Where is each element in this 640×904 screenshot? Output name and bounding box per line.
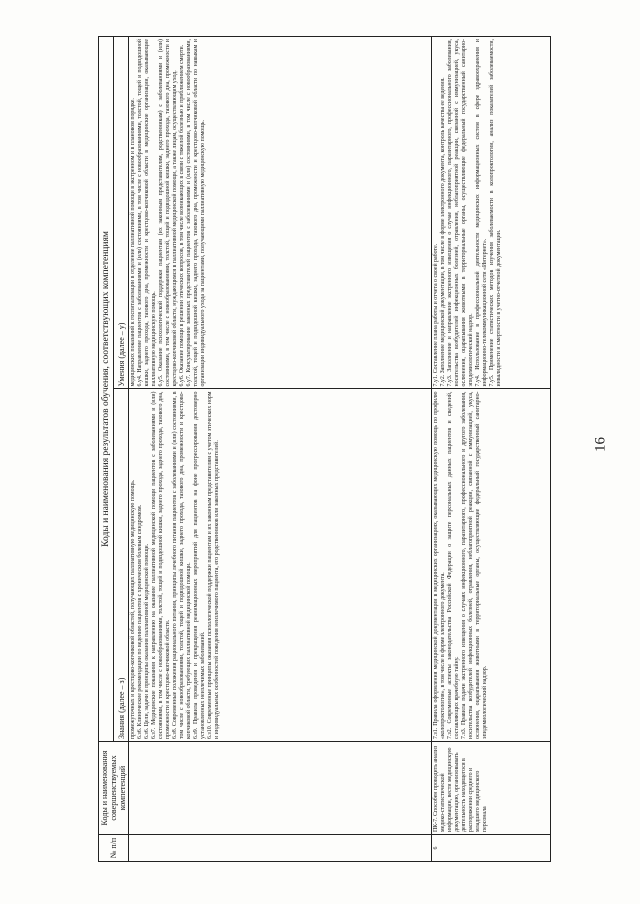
header-competency-code: Коды и наименования совершенствуемых компетенций	[99, 742, 129, 835]
knowledge-item: 6.з10. Современные принципы оказания психологической поддержки пациентам и их законным представителям с учетом этических норм и индивидуальных особенностей поведения неизлечимого пациента, его родственников или законных представителей.	[207, 391, 220, 739]
knowledge-item: 7.з2. Современные аспекты законодательства Российской Федерации о защите персональных данных пациентов и сведений, составляющих врачебную тайну.	[447, 391, 460, 739]
knowledge-item: промежуточных и крестцово-копчиковой областей, получающих паллиативную медицинскую помощь.	[130, 479, 136, 739]
rotated-content	[98, 36, 558, 862]
competency-code: ПК-7. Способен проводить анализ медико-статистической информации, вести медицинскую документацию, организовывать деятельность находящегося в распоряжении среднего и младшего медицинского персонала	[432, 742, 551, 835]
page-number: 16	[592, 437, 609, 452]
skill-item: 6.у6. Оказание помощи в решении этических вопросов, в том числе возникающих в связи с тяжелой болезнью и приближением смерти.	[179, 44, 185, 387]
knowledge-cell	[432, 389, 551, 742]
knowledge-item: 6.з8. Современные положения рационального питания, принципы лечебного питания пациентов с заболеваниями и (или) состояниями, в том числе с новообразованиями, толстой, тощей и подвздошной кишки, заднего прохода, тазового дна, промежности и крестцово-копчиковой области, требующих паллиативной медицинской помощи.	[172, 391, 192, 739]
knowledge-item: 6.з9. Правила проведения и прекращения реанимационных мероприятий для пациентов на фоне прогрессирования достоверно установленных неизлечимых заболеваний.	[193, 391, 206, 739]
knowledge-cell	[129, 389, 432, 742]
skill-item: 7.у1. Составление плана работы и отчета о своей работе.	[433, 243, 439, 387]
knowledge-item: 6.з7. Медицинские показания к направлению на оказание паллиативной медицинской помощи пациентов с заболеваниями и (или) состояниями, в том числе с новообразованиями, толстой, тощей и подвздошной кишки, заднего прохода, заднего прохода, тазового дна, промежности и крестцово-копчиковой области.	[151, 391, 171, 739]
skill-item: 6.у7. Консультирование законных представителей пациентов с заболеваниями и (или) состояниями, в том числе с новообразованиями, толстой, тощей и подвздошной кишки, заднего прохода, тазового дна, промежности и крестцово-копчиковой области по навыкам и организации индивидуального ухода за пациентами, получающими паллиативную медицинскую помощь.	[186, 39, 206, 387]
skills-cell	[129, 37, 432, 390]
knowledge-item: 6.з6. Цели, задачи и принципы оказания паллиативной медицинской помощи.	[144, 543, 150, 739]
skill-item: 7.у2. Заполнение медицинской документации, в том числе в форме электронного документа, контроль качества ее ведения.	[440, 77, 446, 387]
skill-item: 6.у5. Оказание психологической поддержки пациентам (их законным представителям, родственникам) с заболеваниями и (или) состояниями, в том числе с новообразованиями, толстой, тощей и подвздошной кишки, заднего прохода, тазового дна, промежности и крестцово-копчиковой области, нуждающимся в паллиативной медицинской помощи, а также лицам, осуществляющим уход.	[158, 39, 178, 387]
table-row	[129, 37, 432, 862]
skills-cell	[432, 37, 551, 390]
row-number: 6	[432, 835, 551, 862]
skill-item: 6.у4. Направление пациентов с заболеваниями и (или) состояниями, в том числе с новообразованиями, толстой, тощей и подвздошной кишки, заднего прохода, тазового дна, промежности и крестцово-копчиковой области в медицинские организации, оказывающие паллиативную медицинскую помощь.	[137, 39, 157, 387]
header-knowledge: Знания (далее – з)	[114, 389, 129, 742]
skill-item: медицинских показаний к госпитализации в отделение паллиативной помощи в экстренном и в плановом порядке.	[130, 98, 136, 387]
skill-item: 7.у4. Использование в профессиональной деятельности медицинских информационных систем в сфере здравоохранения и информационно-телекоммуникационной сети «Интернет».	[475, 39, 488, 387]
skill-item: 7.у3. Заполнение и направление экстренного извещения о случае инфекционного, паразитарного, профессионального заболевания, носительства возбудителей инфекционных болезней, отравления, неблагоприятной реакции, связанной с иммунизацией, укуса, ослюнения, оцарапывания животными в территориальные органы, осуществляющие федеральный государственный санитарно-эпидемиологический надзор.	[447, 39, 474, 387]
knowledge-item: 7.з3. Правила подачи экстренного извещения о случаях инфекционного, паразитарного, профессионального и другого заболевания, носительства возбудителей инфекционных болезней, отравления, неблагоприятной реакции, связанной с иммунизацией, укуса, ослюнения, оцарапывания животными в территориальные органы, осуществляющие федеральный государственный санитарно-эпидемиологический надзор.	[461, 391, 488, 739]
header-number: № п/п	[99, 835, 129, 862]
knowledge-item: 7.з1. Правила оформления медицинской документации в медицинских организациях, оказывающих медицинскую помощь по профилю «колопроктология», в том числе в форме электронного документа.	[433, 391, 446, 739]
competency-table	[98, 36, 551, 862]
header-skills: Умения (далее – у)	[114, 37, 129, 390]
skill-item: 7.у5. Применение статистических методов изучения заболеваемости в колопроктологии, анализ показателей заболеваемости, инвалидности и смертности в учетно-отчетной документации.	[489, 39, 502, 387]
header-results-group: Коды и наименования результатов обучения, соответствующих компетенциям	[99, 37, 114, 742]
knowledge-item: 6.з6. Клинические рекомендации по ведению пациентов с хроническим болевым синдромом.	[137, 504, 143, 739]
row-number	[129, 835, 432, 862]
competency-code	[129, 742, 432, 835]
table-row	[432, 37, 551, 862]
